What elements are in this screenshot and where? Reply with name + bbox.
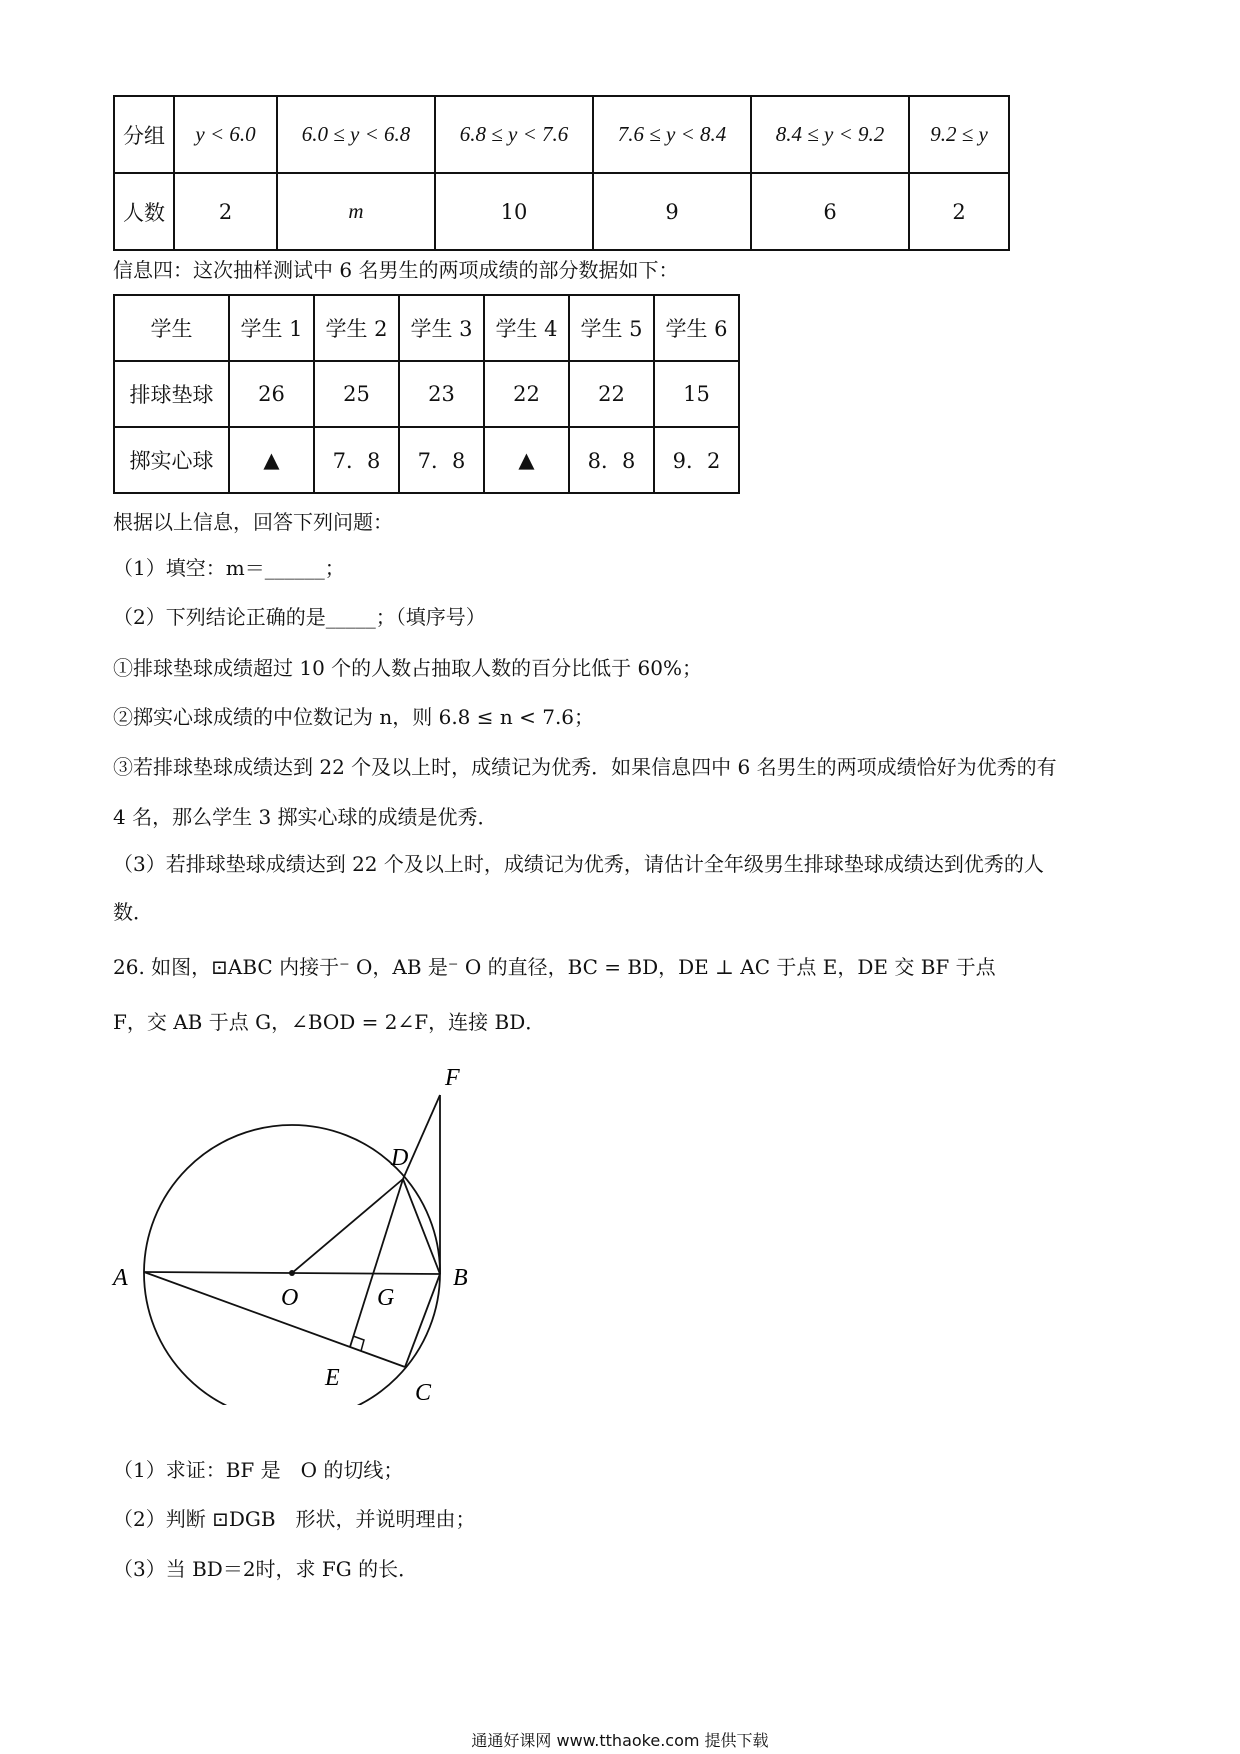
row-header: 人数 xyxy=(114,173,174,250)
header-cell: 学生 4 xyxy=(484,295,569,361)
count-cell: 10 xyxy=(435,173,593,250)
label-g: G xyxy=(377,1285,395,1311)
problem-26-line1: 26. 如图，⊡ABC 内接于⁻ O，AB 是⁻ O 的直径，BC = BD，DE ⊥ AC 于点 E，DE 交 BF 于点 xyxy=(113,955,996,979)
score-cell: 25 xyxy=(314,361,399,427)
group-cell: 9.2 ≤ y xyxy=(909,96,1009,173)
segment-de xyxy=(350,1179,403,1347)
row-header: 排球垫球 xyxy=(114,361,229,427)
group-cell: 8.4 ≤ y < 9.2 xyxy=(751,96,909,173)
row-header: 掷实心球 xyxy=(114,427,229,493)
score-cell: 22 xyxy=(484,361,569,427)
header-cell: 学生 3 xyxy=(399,295,484,361)
header-cell: 学生 1 xyxy=(229,295,314,361)
score-cell: ▲ xyxy=(484,427,569,493)
header-cell: 学生 5 xyxy=(569,295,654,361)
table-row xyxy=(114,361,739,427)
label-d: D xyxy=(391,1145,409,1171)
count-cell: 2 xyxy=(909,173,1009,250)
table-row xyxy=(114,295,739,361)
label-e: E xyxy=(325,1365,340,1391)
label-o: O xyxy=(281,1285,299,1311)
intro-text: 根据以上信息，回答下列问题： xyxy=(113,510,393,534)
info-four-text: 信息四：这次抽样测试中 6 名男生的两项成绩的部分数据如下： xyxy=(113,258,679,282)
segment-bd xyxy=(403,1179,440,1274)
group-cell: 7.6 ≤ y < 8.4 xyxy=(593,96,751,173)
conclusion-3-line1: ③若排球垫球成绩达到 22 个及以上时，成绩记为优秀．如果信息四中 6 名男生的两项成绩恰好为优秀的有 xyxy=(113,755,1057,779)
count-cell: m xyxy=(277,173,435,250)
segment-od xyxy=(292,1179,403,1273)
count-cell: 6 xyxy=(751,173,909,250)
score-cell: 7．8 xyxy=(399,427,484,493)
table-row xyxy=(114,173,1009,250)
center-dot xyxy=(289,1270,295,1276)
label-a: A xyxy=(113,1265,128,1291)
header-cell: 学生 6 xyxy=(654,295,739,361)
question-2: （2）下列结论正确的是_____；（填序号） xyxy=(113,605,486,629)
question-3-line2: 数． xyxy=(113,900,153,924)
student-scores-table xyxy=(113,294,740,494)
problem-26-line2: F，交 AB 于点 G，∠BOD = 2∠F，连接 BD． xyxy=(113,1010,546,1034)
score-cell: 15 xyxy=(654,361,739,427)
footer-text: 通通好课网 www.tthaoke.com 提供下载 xyxy=(471,1731,769,1750)
subquestion-1: （1）求证：BF 是 O 的切线； xyxy=(113,1458,404,1482)
score-cell: ▲ xyxy=(229,427,314,493)
label-c: C xyxy=(415,1380,432,1405)
score-cell: 8．8 xyxy=(569,427,654,493)
segment-ac xyxy=(144,1272,405,1367)
table-row xyxy=(114,427,739,493)
conclusion-3-line2: 4 名，那么学生 3 掷实心球的成绩是优秀． xyxy=(113,805,498,829)
conclusion-2: ②掷实心球成绩的中位数记为 n，则 6.8 ≤ n < 7.6； xyxy=(113,705,595,729)
table-row xyxy=(114,96,1009,173)
score-cell: 26 xyxy=(229,361,314,427)
segment-bc xyxy=(405,1274,440,1367)
label-f: F xyxy=(445,1065,460,1091)
conclusion-1: ①排球垫球成绩超过 10 个的人数占抽取人数的百分比低于 60%； xyxy=(113,656,702,680)
score-cell: 23 xyxy=(399,361,484,427)
subquestion-2: （2）判断 ⊡DGB 形状，并说明理由； xyxy=(113,1507,476,1531)
question-1: （1）填空：m＝______； xyxy=(113,556,345,580)
header-cell: 学生 xyxy=(114,295,229,361)
score-cell: 22 xyxy=(569,361,654,427)
score-cell: 7．8 xyxy=(314,427,399,493)
row-header: 分组 xyxy=(114,96,174,173)
count-cell: 2 xyxy=(174,173,277,250)
frequency-table xyxy=(113,95,1010,251)
group-cell: 6.8 ≤ y < 7.6 xyxy=(435,96,593,173)
subquestion-3: （3）当 BD＝2时，求 FG 的长． xyxy=(113,1557,419,1581)
count-cell: 9 xyxy=(593,173,751,250)
header-cell: 学生 2 xyxy=(314,295,399,361)
geometry-diagram xyxy=(105,1055,505,1405)
score-cell: 9．2 xyxy=(654,427,739,493)
group-cell: 6.0 ≤ y < 6.8 xyxy=(277,96,435,173)
segment-df xyxy=(403,1095,440,1179)
question-3-line1: （3）若排球垫球成绩达到 22 个及以上时，成绩记为优秀，请估计全年级男生排球垫球成绩达到优秀的人 xyxy=(113,852,1044,876)
group-cell: y < 6.0 xyxy=(174,96,277,173)
label-b: B xyxy=(453,1265,468,1291)
